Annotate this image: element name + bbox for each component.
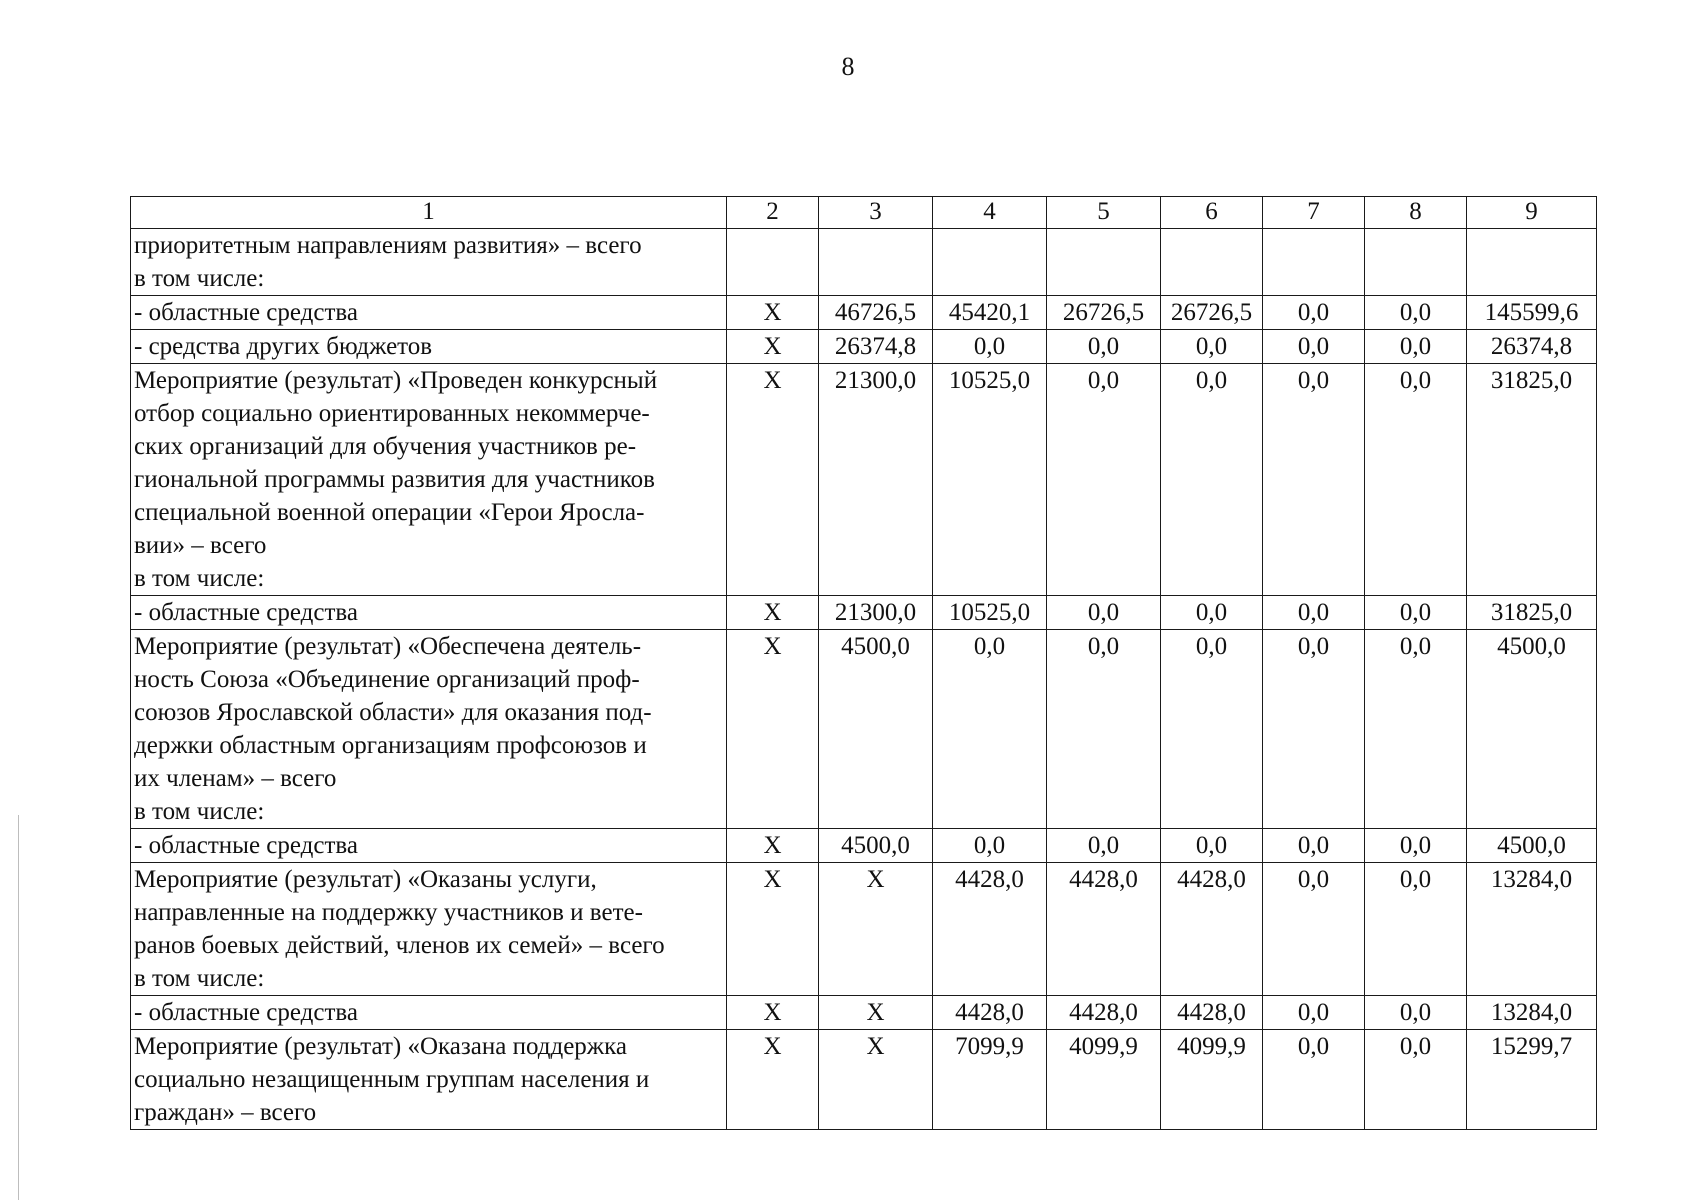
value-cell-col-6: 0,0 <box>1161 630 1263 829</box>
description-line: гиональной программы развития для участников <box>134 466 655 493</box>
value-cell-col-4: 0,0 <box>933 330 1047 364</box>
value-cell-col-4: 10525,0 <box>933 596 1047 630</box>
value-cell-col-2 <box>727 229 819 296</box>
value-cell-col-3: 4500,0 <box>819 630 933 829</box>
value-cell-col-2: X <box>727 1030 819 1130</box>
column-header-7: 7 <box>1263 197 1365 229</box>
description-line: специальной военной операции «Герои Яросла- <box>134 499 645 526</box>
value-cell-col-7: 0,0 <box>1263 1030 1365 1130</box>
value-cell-col-3: X <box>819 863 933 996</box>
description-line: держки областным организациям профсоюзов и <box>134 732 647 759</box>
value-cell-col-5: 0,0 <box>1047 829 1161 863</box>
value-cell-col-9 <box>1467 229 1597 296</box>
row-description <box>131 996 727 1030</box>
description-line: ских организаций для обучения участников ре- <box>134 433 637 460</box>
row-description <box>131 863 727 996</box>
value-cell-col-2: X <box>727 630 819 829</box>
value-cell-col-5: 0,0 <box>1047 596 1161 630</box>
table-row <box>131 296 1597 330</box>
value-cell-col-6: 4428,0 <box>1161 863 1263 996</box>
description-line: ранов боевых действий, членов их семей» – всего <box>134 932 665 959</box>
value-cell-col-2: X <box>727 829 819 863</box>
description-line: вии» – всего <box>134 532 267 559</box>
value-cell-col-7: 0,0 <box>1263 863 1365 996</box>
description-line: Мероприятие (результат) «Оказана поддержка <box>134 1033 627 1060</box>
value-cell-col-4: 0,0 <box>933 829 1047 863</box>
column-header-5: 5 <box>1047 197 1161 229</box>
value-cell-col-7: 0,0 <box>1263 630 1365 829</box>
table-row <box>131 829 1597 863</box>
value-cell-col-7: 0,0 <box>1263 364 1365 596</box>
table-body <box>131 197 1597 1130</box>
value-cell-col-9: 15299,7 <box>1467 1030 1597 1130</box>
value-cell-col-2: X <box>727 996 819 1030</box>
column-header-2: 2 <box>727 197 819 229</box>
value-cell-col-9: 31825,0 <box>1467 596 1597 630</box>
column-header-1: 1 <box>131 197 727 229</box>
value-cell-col-6: 4099,9 <box>1161 1030 1263 1130</box>
value-cell-col-2: X <box>727 330 819 364</box>
value-cell-col-8: 0,0 <box>1365 829 1467 863</box>
value-cell-col-7: 0,0 <box>1263 596 1365 630</box>
column-header-9: 9 <box>1467 197 1597 229</box>
description-line: союзов Ярославской области» для оказания под- <box>134 699 652 726</box>
value-cell-col-5: 4428,0 <box>1047 996 1161 1030</box>
value-cell-col-2: X <box>727 296 819 330</box>
value-cell-col-4: 10525,0 <box>933 364 1047 596</box>
table-header-row <box>131 197 1597 229</box>
value-cell-col-7: 0,0 <box>1263 829 1365 863</box>
row-description <box>131 829 727 863</box>
table-row <box>131 229 1597 296</box>
table-row <box>131 630 1597 829</box>
description-line: - областные средства <box>134 599 358 626</box>
value-cell-col-6: 0,0 <box>1161 829 1263 863</box>
value-cell-col-7: 0,0 <box>1263 996 1365 1030</box>
value-cell-col-6: 0,0 <box>1161 596 1263 630</box>
column-header-8: 8 <box>1365 197 1467 229</box>
description-line: Мероприятие (результат) «Проведен конкурсный <box>134 367 658 394</box>
description-line: их членам» – всего <box>134 765 337 792</box>
column-header-3: 3 <box>819 197 933 229</box>
value-cell-col-8 <box>1365 229 1467 296</box>
value-cell-col-8: 0,0 <box>1365 630 1467 829</box>
value-cell-col-7: 0,0 <box>1263 296 1365 330</box>
description-line: отбор социально ориентированных некоммерче- <box>134 400 650 427</box>
table-row <box>131 863 1597 996</box>
row-description <box>131 229 727 296</box>
value-cell-col-5: 0,0 <box>1047 330 1161 364</box>
value-cell-col-9: 26374,8 <box>1467 330 1597 364</box>
description-line: направленные на поддержку участников и вете- <box>134 899 643 926</box>
value-cell-col-8: 0,0 <box>1365 596 1467 630</box>
row-description <box>131 364 727 596</box>
table-row <box>131 996 1597 1030</box>
value-cell-col-9: 13284,0 <box>1467 996 1597 1030</box>
value-cell-col-4: 45420,1 <box>933 296 1047 330</box>
value-cell-col-8: 0,0 <box>1365 996 1467 1030</box>
description-line: в том числе: <box>134 265 265 292</box>
row-description <box>131 630 727 829</box>
value-cell-col-3: 26374,8 <box>819 330 933 364</box>
table-row <box>131 1030 1597 1130</box>
description-line: ность Союза «Объединение организаций проф- <box>134 666 640 693</box>
table-row <box>131 596 1597 630</box>
value-cell-col-2: X <box>727 364 819 596</box>
value-cell-col-8: 0,0 <box>1365 330 1467 364</box>
value-cell-col-3 <box>819 229 933 296</box>
value-cell-col-9: 13284,0 <box>1467 863 1597 996</box>
value-cell-col-3: 46726,5 <box>819 296 933 330</box>
description-line: - средства других бюджетов <box>134 333 433 360</box>
value-cell-col-3: X <box>819 1030 933 1130</box>
value-cell-col-6: 26726,5 <box>1161 296 1263 330</box>
value-cell-col-8: 0,0 <box>1365 863 1467 996</box>
value-cell-col-5: 0,0 <box>1047 630 1161 829</box>
value-cell-col-3: 21300,0 <box>819 364 933 596</box>
table-row <box>131 330 1597 364</box>
value-cell-col-8: 0,0 <box>1365 296 1467 330</box>
description-line: - областные средства <box>134 299 358 326</box>
row-description <box>131 1030 727 1130</box>
value-cell-col-6: 0,0 <box>1161 330 1263 364</box>
value-cell-col-5: 4428,0 <box>1047 863 1161 996</box>
value-cell-col-5 <box>1047 229 1161 296</box>
description-line: - областные средства <box>134 832 358 859</box>
value-cell-col-7: 0,0 <box>1263 330 1365 364</box>
value-cell-col-6: 0,0 <box>1161 364 1263 596</box>
value-cell-col-8: 0,0 <box>1365 364 1467 596</box>
value-cell-col-9: 4500,0 <box>1467 630 1597 829</box>
column-header-6: 6 <box>1161 197 1263 229</box>
value-cell-col-4: 7099,9 <box>933 1030 1047 1130</box>
value-cell-col-2: X <box>727 863 819 996</box>
description-line: в том числе: <box>134 965 265 992</box>
value-cell-col-2: X <box>727 596 819 630</box>
value-cell-col-8: 0,0 <box>1365 1030 1467 1130</box>
value-cell-col-3: 4500,0 <box>819 829 933 863</box>
row-description <box>131 296 727 330</box>
table-row <box>131 364 1597 596</box>
scan-margin-line <box>18 815 19 1200</box>
description-line: Мероприятие (результат) «Оказаны услуги, <box>134 866 597 893</box>
value-cell-col-6 <box>1161 229 1263 296</box>
description-line: приоритетным направлениям развития» – всего <box>134 232 642 259</box>
value-cell-col-9: 145599,6 <box>1467 296 1597 330</box>
value-cell-col-4: 4428,0 <box>933 996 1047 1030</box>
value-cell-col-9: 4500,0 <box>1467 829 1597 863</box>
page-number: 8 <box>841 52 855 81</box>
value-cell-col-7 <box>1263 229 1365 296</box>
description-line: - областные средства <box>134 999 358 1026</box>
value-cell-col-9: 31825,0 <box>1467 364 1597 596</box>
value-cell-col-5: 0,0 <box>1047 364 1161 596</box>
budget-table <box>130 196 1597 1130</box>
description-line: в том числе: <box>134 565 265 592</box>
value-cell-col-4: 4428,0 <box>933 863 1047 996</box>
value-cell-col-3: 21300,0 <box>819 596 933 630</box>
value-cell-col-3: X <box>819 996 933 1030</box>
value-cell-col-6: 4428,0 <box>1161 996 1263 1030</box>
value-cell-col-5: 26726,5 <box>1047 296 1161 330</box>
row-description <box>131 596 727 630</box>
value-cell-col-4: 0,0 <box>933 630 1047 829</box>
description-line: в том числе: <box>134 798 265 825</box>
row-description <box>131 330 727 364</box>
description-line: Мероприятие (результат) «Обеспечена деятель- <box>134 633 642 660</box>
description-line: социально незащищенным группам населения и <box>134 1066 650 1093</box>
value-cell-col-4 <box>933 229 1047 296</box>
description-line: граждан» – всего <box>134 1099 317 1126</box>
column-header-4: 4 <box>933 197 1047 229</box>
value-cell-col-5: 4099,9 <box>1047 1030 1161 1130</box>
